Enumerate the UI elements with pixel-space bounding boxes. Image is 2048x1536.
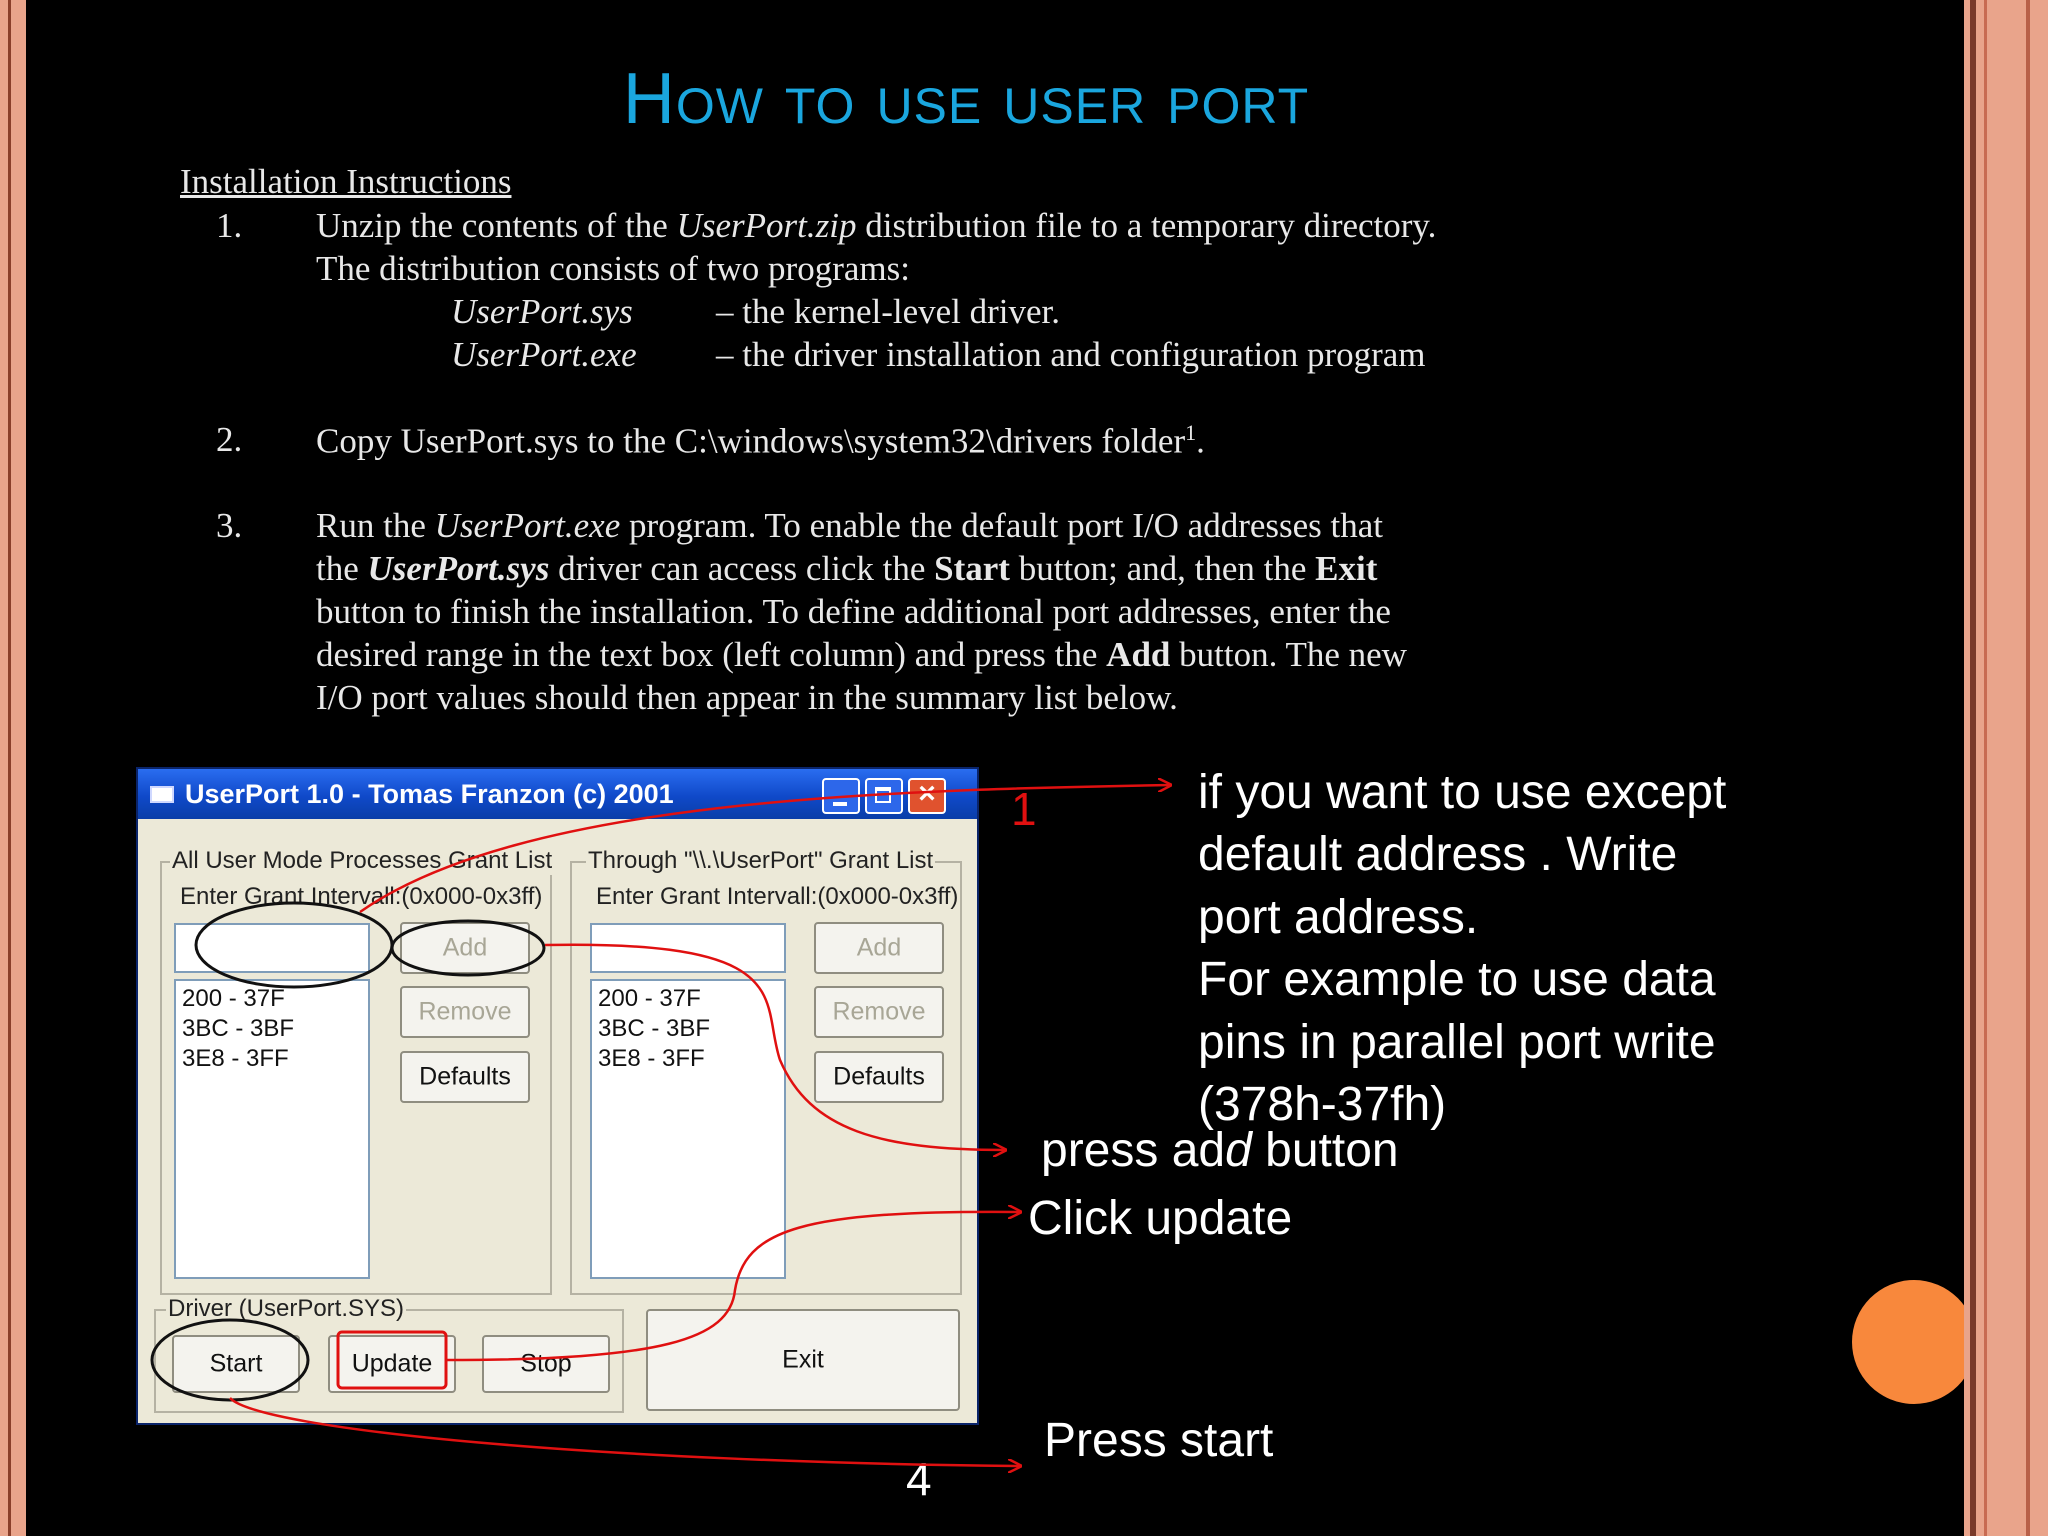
step-3-line-4: desired range in the text box (left column) and press the Add button. The new bbox=[316, 635, 1407, 674]
step-3-line-5: I/O port values should then appear in the summary list below. bbox=[316, 678, 1178, 717]
right-defaults-button[interactable]: Defaults bbox=[814, 1051, 944, 1103]
step-1-line-2: The distribution consists of two programs: bbox=[316, 249, 910, 288]
left-frame bbox=[0, 0, 26, 1536]
userport-dialog bbox=[136, 767, 979, 1425]
all-processes-group-label: All User Mode Processes Grant List bbox=[172, 847, 553, 874]
right-add-button[interactable]: Add bbox=[814, 922, 944, 974]
list-item[interactable]: 3BC - 3BF bbox=[182, 1015, 295, 1042]
list-item[interactable]: 3BC - 3BF bbox=[598, 1015, 711, 1042]
window-icon bbox=[150, 786, 174, 803]
program-1-name: UserPort.sys bbox=[451, 292, 633, 331]
annotation-press-start: Press start bbox=[1044, 1414, 1274, 1467]
instructions-heading: Installation Instructions bbox=[180, 162, 512, 201]
right-frame bbox=[1964, 0, 2048, 1536]
close-button[interactable] bbox=[908, 778, 946, 814]
driver-group-label: Driver (UserPort.SYS) bbox=[168, 1295, 405, 1322]
step-1-number: 1. bbox=[216, 206, 243, 245]
step-marker-1: 1 bbox=[1011, 783, 1037, 835]
userport-device-group-label: Through "\\.\UserPort" Grant List bbox=[588, 847, 934, 874]
list-item[interactable]: 200 - 37F bbox=[598, 985, 701, 1012]
annotation-click-update: Click update bbox=[1028, 1192, 1293, 1245]
left-defaults-button[interactable]: Defaults bbox=[400, 1051, 530, 1103]
dialog-titlebar[interactable] bbox=[138, 769, 977, 819]
program-2-name: UserPort.exe bbox=[451, 335, 637, 374]
step-3-number: 3. bbox=[216, 506, 243, 545]
update-button[interactable]: Update bbox=[328, 1335, 456, 1393]
left-grant-list[interactable] bbox=[174, 979, 370, 1279]
left-interval-label: Enter Grant Intervall:(0x000-0x3ff) bbox=[180, 883, 543, 910]
step-3-line-2: the UserPort.sys driver can access click the Start button; and, then the Exit bbox=[316, 549, 1378, 588]
right-remove-button[interactable]: Remove bbox=[814, 986, 944, 1038]
step-3-line-1: Run the UserPort.exe program. To enable the default port I/O addresses that bbox=[316, 506, 1384, 545]
start-button[interactable]: Start bbox=[172, 1335, 300, 1393]
stop-button[interactable]: Stop bbox=[482, 1335, 610, 1393]
step-3-line-3: button to finish the installation. To define additional port addresses, enter the bbox=[316, 592, 1391, 631]
minimize-button[interactable] bbox=[822, 778, 860, 814]
list-item[interactable]: 200 - 37F bbox=[182, 985, 285, 1012]
step-marker-4: 4 bbox=[906, 1453, 932, 1505]
right-interval-label: Enter Grant Intervall:(0x000-0x3ff) bbox=[596, 883, 959, 910]
dialog-title: UserPort 1.0 - Tomas Franzon (c) 2001 bbox=[185, 779, 674, 809]
right-grant-list[interactable] bbox=[590, 979, 786, 1279]
exit-button[interactable]: Exit bbox=[646, 1309, 960, 1411]
right-interval-input[interactable] bbox=[590, 923, 786, 973]
maximize-button[interactable] bbox=[865, 778, 903, 814]
left-add-button[interactable]: Add bbox=[400, 922, 530, 974]
annotation-custom-address: if you want to use except default address . Write port address. For example to use data pins in parallel port write (378h-37fh) bbox=[1198, 766, 1727, 1131]
orange-dot-decoration bbox=[1852, 1280, 1976, 1404]
step-2-text: Copy UserPort.sys to the C:\windows\system32\drivers folder$^1$. bbox=[316, 420, 1205, 461]
annotation-press-add: press add button bbox=[1041, 1124, 1399, 1177]
slide-title: How to use user port bbox=[622, 59, 1310, 139]
left-interval-input[interactable] bbox=[174, 923, 370, 973]
step-1-line-1: Unzip the contents of the UserPort.zip distribution file to a temporary directory. bbox=[316, 206, 1437, 245]
close-icon: × bbox=[918, 777, 936, 810]
list-item[interactable]: 3E8 - 3FF bbox=[598, 1045, 705, 1072]
left-remove-button[interactable]: Remove bbox=[400, 986, 530, 1038]
program-1-desc: – the kernel-level driver. bbox=[716, 292, 1061, 331]
step-2-number: 2. bbox=[216, 420, 243, 459]
list-item[interactable]: 3E8 - 3FF bbox=[182, 1045, 289, 1072]
left-frame-line bbox=[8, 0, 11, 1536]
program-2-desc: – the driver installation and configuration program bbox=[716, 335, 1426, 374]
